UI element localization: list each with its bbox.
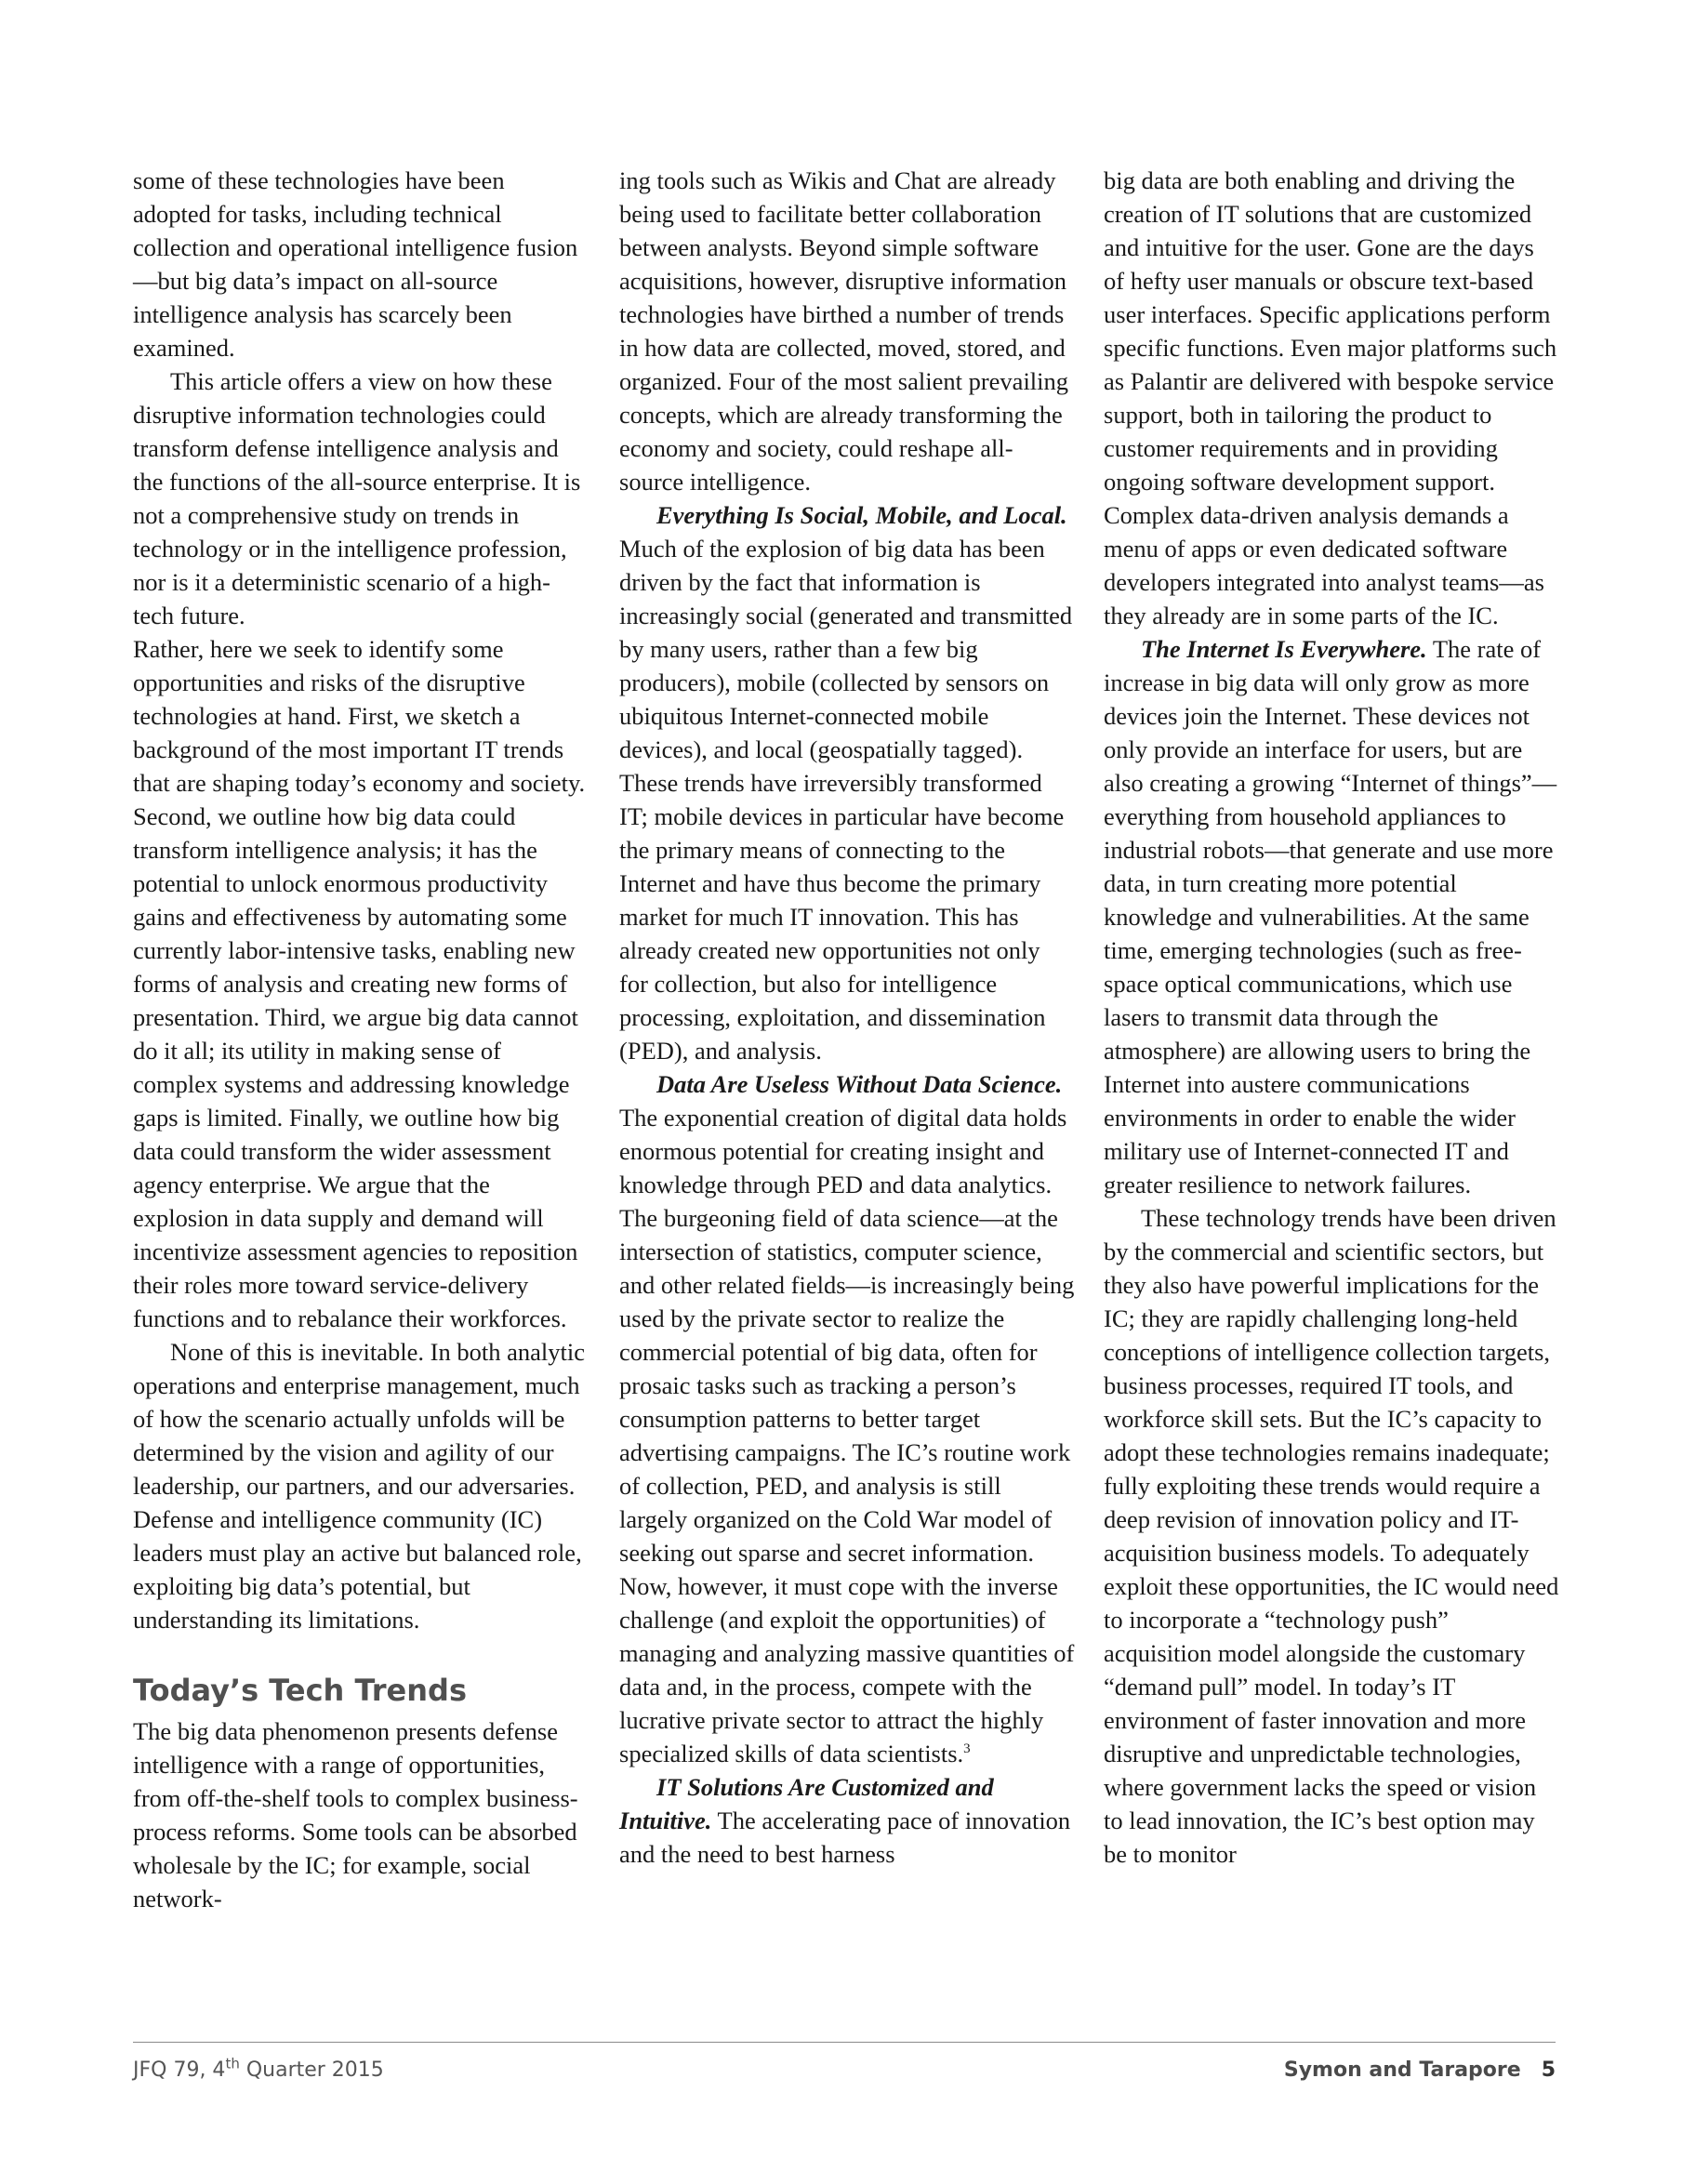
- paragraph: [619, 1770, 1075, 1871]
- text-column-2: [619, 164, 1075, 1871]
- paragraph-body: Much of the explosion of big data has been driven by the fact that information is increasingly social (generated and transmitted by many users, rather than a few big producers), mobile (collected by sensors on ubiquitous Internet-connected mobile devices), and local (geospatially tagged). These trends have irreversibly transformed IT; mobile devices in particular have become the primary means of connecting to the Internet and have thus become the primary market for much IT innovation. This has already created new opportunities not only for collection, but also for intelligence processing, exploitation, and dissemination (PED), and analysis.: [619, 535, 1073, 1065]
- journal-issue: JFQ 79, 4: [133, 2058, 226, 2082]
- paragraph-lead-in: Everything Is Social, Mobile, and Local.: [656, 501, 1067, 529]
- paragraph: Rather, here we seek to identify some opportunities and risks of the disruptive technologies at hand. First, we sketch a background of the most important IT trends that are shaping today’s economy and society. Second, we outline how big data could transform intelligence analysis; it has the potential to unlock enormous productivity gains and effectiveness by automating some currently labor-intensive tasks, enabling new forms of analysis and creating new forms of presentation. Third, we argue big data cannot do it all; its utility in making sense of complex systems and addressing knowledge gaps is limited. Finally, we outline how big data could transform the wider assessment agency enterprise. We argue that the explosion in data supply and demand will incentivize assessment agencies to reposition their roles more toward service-delivery functions and to rebalance their workforces.: [133, 635, 586, 1332]
- paragraph-body: The exponential creation of digital data holds enormous potential for creating insight and knowledge through PED and data analytics. The burgeoning field of data science—at the intersection of statistics, computer science, and other related fields—is increasingly being used by the private sector to realize the commercial potential of big data, often for prosaic tasks such as tracking a person’s consumption patterns to better target advertising campaigns. The IC’s routine work of collection, PED, and analysis is still largely organized on the Cold War model of seeking out sparse and secret information. Now, however, it must cope with the inverse challenge (and exploit the opportunities) of managing and analyzing massive quantities of data and, in the process, compete with the lucrative private sector to attract the highly specialized skills of data scientists.: [619, 1104, 1075, 1767]
- paragraph: This article offers a view on how these disruptive information technologies could transform defense intelligence analysis and the functions of the all-source enterprise. It is not a comprehensive study on trends in technology or in the intelligence profession, nor is it a deterministic scenario of a high-tech future.: [133, 367, 581, 629]
- footnote-marker: 3: [963, 1741, 971, 1757]
- paragraph: None of this is inevitable. In both analytic operations and enterprise management, much of how the scenario actually unfolds will be determined by the vision and agility of our leadership, our partners, and our adversaries. Defense and intelligence community (IC) leaders must play an active but balanced role, exploiting big data’s potential, but understanding its limitations.: [133, 1338, 585, 1634]
- paragraph: big data are both enabling and driving the creation of IT solutions that are customized and intuitive for the user. Gone are the days of hefty user manuals or obscure text-based user interfaces. Specific applications perform specific functions. Even major platforms such as Palantir are delivered with bespoke service support, both in tailoring the product to customer requirements and in providing ongoing software development support. Complex data-driven analysis demands a menu of apps or even dedicated software developers integrated into analyst teams—as they already are in some parts of the IC.: [1104, 166, 1557, 629]
- page-number: 5: [1541, 2058, 1556, 2082]
- paragraph: [619, 1067, 1075, 1770]
- footer-author-page: [1284, 2057, 1556, 2085]
- running-authors: Symon and Tarapore: [1283, 2058, 1521, 2082]
- section-heading: Today’s Tech Trends: [133, 1673, 467, 1708]
- paragraph-body: The accelerating pace of innovation and the need to best harness: [619, 1807, 1071, 1868]
- paragraph-body: The rate of increase in big data will only grow as more devices join the Internet. These devices not only provide an interface for users, but are also creating a growing “Internet of things”—everything from household appliances to industrial robots—that generate and use more data, in turn creating more potential knowledge and vulnerabilities. At the same time, emerging technologies (such as free-space optical communications, which use lasers to transmit data through the atmosphere) are allowing users to bring the Internet into austere communications environments in order to enable the wider military use of Internet-connected IT and greater resilience to network failures.: [1104, 635, 1557, 1198]
- paragraph: ing tools such as Wikis and Chat are already being used to facilitate better collaboration between analysts. Beyond simple software acquisitions, however, disruptive information technologies have birthed a number of trends in how data are collected, moved, stored, and organized. Four of the most salient prevailing concepts, which are already transforming the economy and society, could reshape all-source intelligence.: [619, 166, 1069, 496]
- quarter-suffix: th: [225, 2055, 240, 2072]
- paragraph-lead-in: Data Are Useless Without Data Science.: [656, 1070, 1063, 1098]
- paragraph: some of these technologies have been adopted for tasks, including technical collection and operational intelligence fusion—but big data’s impact on all-source intelligence analysis has scarcely been examined.: [133, 166, 578, 362]
- text-column-3: [1104, 164, 1559, 1871]
- footer-journal-info: [133, 2057, 384, 2085]
- paragraph-lead-in: IT Solutions Are Customized and Intuitive.: [619, 1773, 994, 1834]
- paragraph: The big data phenomenon presents defense intelligence with a range of opportunities, from off-the-shelf tools to complex business-process reforms. Some tools can be absorbed wholesale by the IC; for example, social network-: [133, 1717, 578, 1913]
- quarter-year: Quarter 2015: [239, 2058, 384, 2082]
- paragraph: [1104, 632, 1559, 1201]
- paragraph-lead-in: The Internet Is Everywhere.: [1141, 635, 1427, 663]
- paragraph: These technology trends have been driven by the commercial and scientific sectors, but they also have powerful implications for the IC; they are rapidly challenging long-held conceptions of intelligence collection targets, business processes, required IT tools, and workforce skill sets. But the IC’s capacity to adopt these technologies remains inadequate; fully exploiting these trends would require a deep revision of innovation policy and IT-acquisition business models. To adequately exploit these opportunities, the IC would need to incorporate a “technology push” acquisition model alongside the customary “demand pull” model. In today’s IT environment of faster innovation and more disruptive and unpredictable technologies, where government lacks the speed or vision to lead innovation, the IC’s best option may be to monitor: [1104, 1204, 1559, 1868]
- footer-rule: [133, 2042, 1556, 2043]
- paragraph: [619, 498, 1075, 1067]
- text-column-1: [133, 164, 589, 1915]
